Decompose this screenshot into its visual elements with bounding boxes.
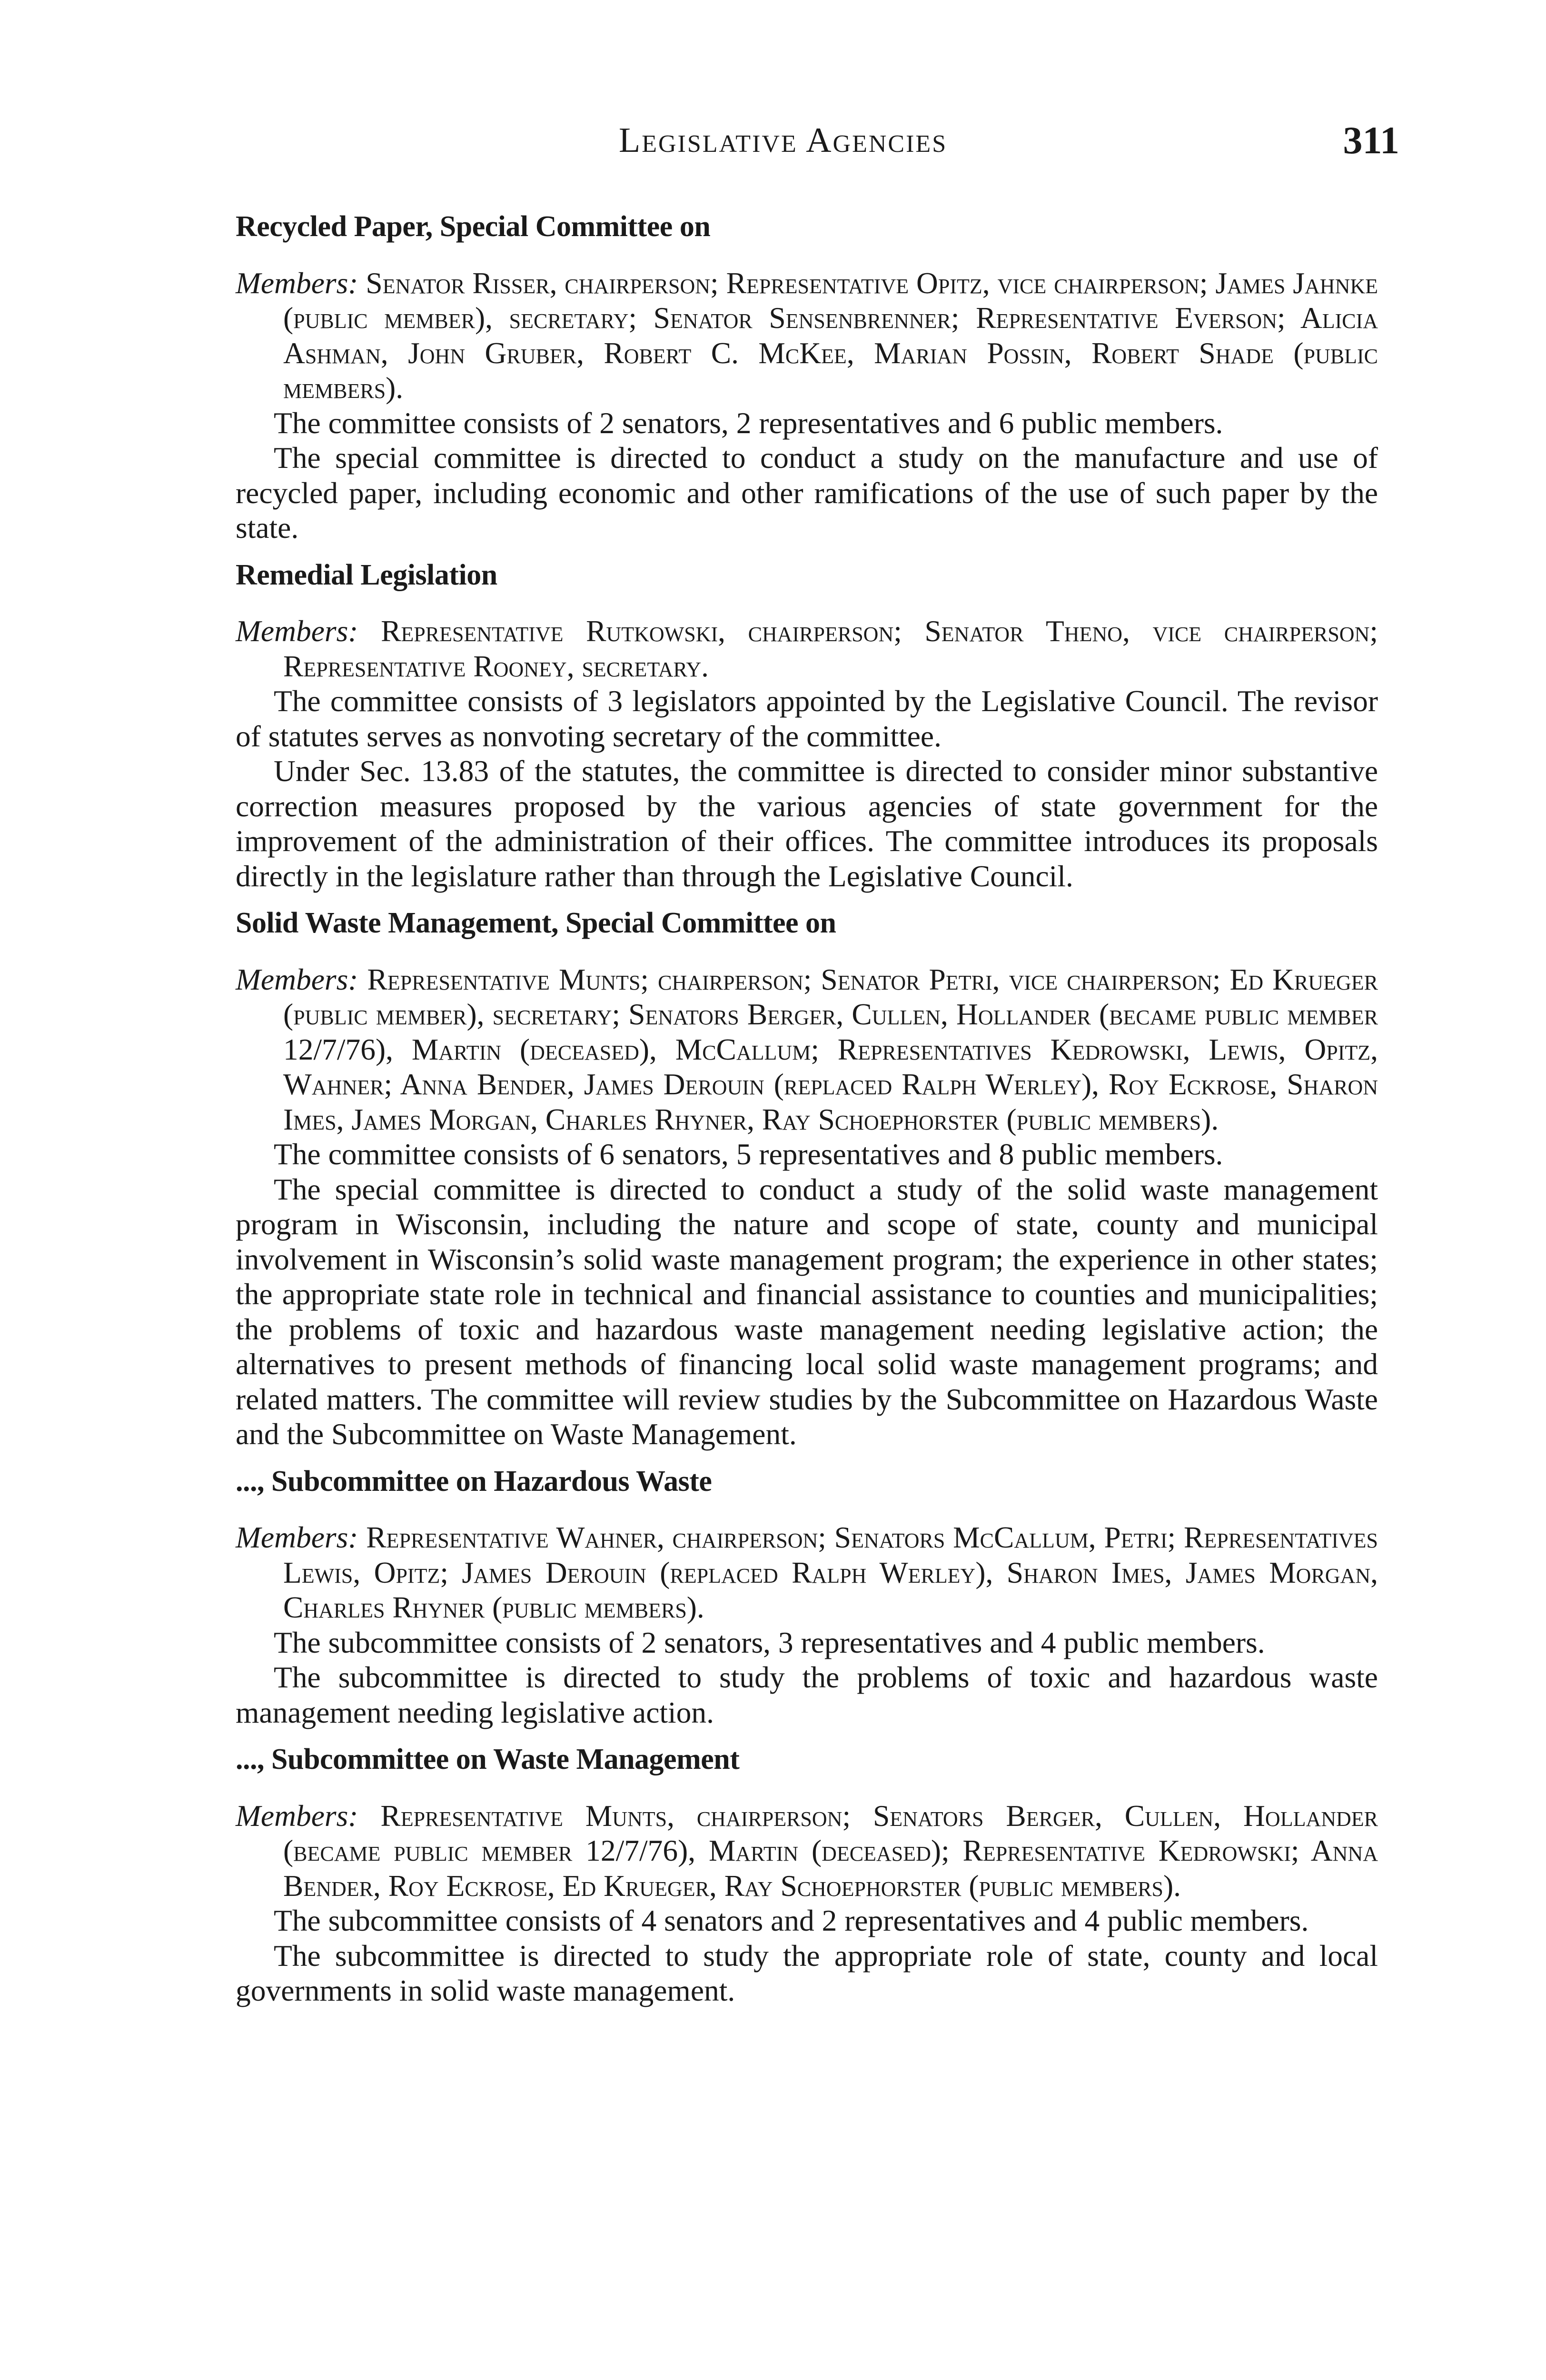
running-header — [0, 112, 1546, 169]
body-paragraph: The committee consists of 3 legislators appointed by the Legislative Council. The revisor of statutes serves as nonvoting secretary of the committee. — [236, 684, 1378, 753]
body-paragraph: The subcommittee consists of 4 senators and 2 representatives and 4 public members. — [274, 1904, 1309, 1937]
committee-section-remedial-legislation — [236, 558, 1378, 894]
members-list — [236, 614, 1378, 684]
members-label: Members: — [236, 614, 358, 648]
body-paragraph: The special committee is directed to conduct a study of the solid waste management program in Wisconsin, including the nature and scope of state, county and municipal involvement in Wisconsin’s solid waste management program; the experience in other states; the appropriate state role in technical and financial assistance to counties and municipalities; the problems of toxic and hazardous waste management needing legislative action; the alternatives to present methods of financing local solid waste management programs; and related matters. The committee will review studies by the Subcommittee on Hazardous Waste and the Subcommittee on Waste Management. — [236, 1172, 1378, 1451]
members-label: Members: — [236, 962, 358, 996]
committee-section-hazardous-waste — [236, 1464, 1378, 1730]
members-label: Members: — [236, 266, 358, 300]
members-names: Representative Rutkowski, chairperson; Senator Theno, vice chairperson; Representative Rooney, secretary. — [283, 614, 1378, 683]
body-paragraph: The committee consists of 6 senators, 5 representatives and 8 public members. — [274, 1137, 1223, 1171]
page-number: 311 — [1343, 119, 1399, 162]
members-names: Representative Wahner, chairperson; Senators McCallum, Petri; Representatives Lewis, Opitz; James Derouin (replaced Ralph Werley), Sharon Imes, James Morgan, Charles Rhyner (public members). — [283, 1520, 1378, 1624]
members-label: Members: — [236, 1798, 358, 1833]
body-paragraph: The subcommittee is directed to study the appropriate role of state, county and local governments in solid waste management. — [236, 1938, 1378, 2007]
committee-section-recycled-paper — [236, 209, 1378, 545]
committee-section-waste-management — [236, 1742, 1378, 2008]
members-list — [236, 962, 1378, 1137]
body-paragraph: The subcommittee consists of 2 senators, 3 representatives and 4 public members. — [274, 1625, 1265, 1659]
section-heading: ..., Subcommittee on Waste Management — [236, 1743, 740, 1775]
section-heading: Solid Waste Management, Special Committee on — [236, 907, 836, 939]
section-heading: Remedial Legislation — [236, 558, 497, 591]
body-paragraph: The committee consists of 2 senators, 2 representatives and 6 public members. — [274, 406, 1223, 440]
section-heading: ..., Subcommittee on Hazardous Waste — [236, 1465, 712, 1497]
page-body — [236, 209, 1378, 2021]
members-names: Representative Munts; chairperson; Senator Petri, vice chairperson; Ed Krueger (public member), secretary; Senators Berger, Cullen, Hollander (became public member 12/7/76), Martin (deceased), McCallum; Representatives Kedrowski, Lewis, Opitz, Wahner; Anna Bender, James Derouin (replaced Ralph Werley), Roy Eckrose, Sharon Imes, James Morgan, Charles Rhyner, Ray Schoephorster (public members). — [283, 962, 1378, 1136]
section-heading: Recycled Paper, Special Committee on — [236, 210, 711, 243]
members-names: Representative Munts, chairperson; Senators Berger, Cullen, Hollander (became public member 12/7/76), Martin (deceased); Representative Kedrowski; Anna Bender, Roy Eckrose, Ed Krueger, Ray Schoephorster (public members). — [283, 1798, 1378, 1903]
running-title: Legislative Agencies — [619, 121, 948, 160]
committee-section-solid-waste — [236, 906, 1378, 1452]
body-paragraph: The special committee is directed to conduct a study on the manufacture and use of recycled paper, including economic and other ramifications of the use of such paper by the state. — [236, 441, 1378, 545]
members-list — [236, 1520, 1378, 1625]
body-paragraph: The subcommittee is directed to study the problems of toxic and hazardous waste management needing legislative action. — [236, 1660, 1378, 1729]
members-list — [236, 266, 1378, 406]
body-paragraph: Under Sec. 13.83 of the statutes, the committee is directed to consider minor substantive correction measures proposed by the various agencies of state government for the improvement of the administration of their offices. The committee introduces its proposals directly in the legislature rather than through the Legislative Council. — [236, 754, 1378, 893]
members-names: Senator Risser, chairperson; Representative Opitz, vice chairperson; James Jahnke (public member), secretary; Senator Sensenbrenner; Representative Everson; Alicia Ashman, John Gruber, Robert C. McKee, Marian Possin, Robert Shade (public members). — [283, 266, 1378, 405]
members-list — [236, 1798, 1378, 1904]
members-label: Members: — [236, 1520, 358, 1554]
